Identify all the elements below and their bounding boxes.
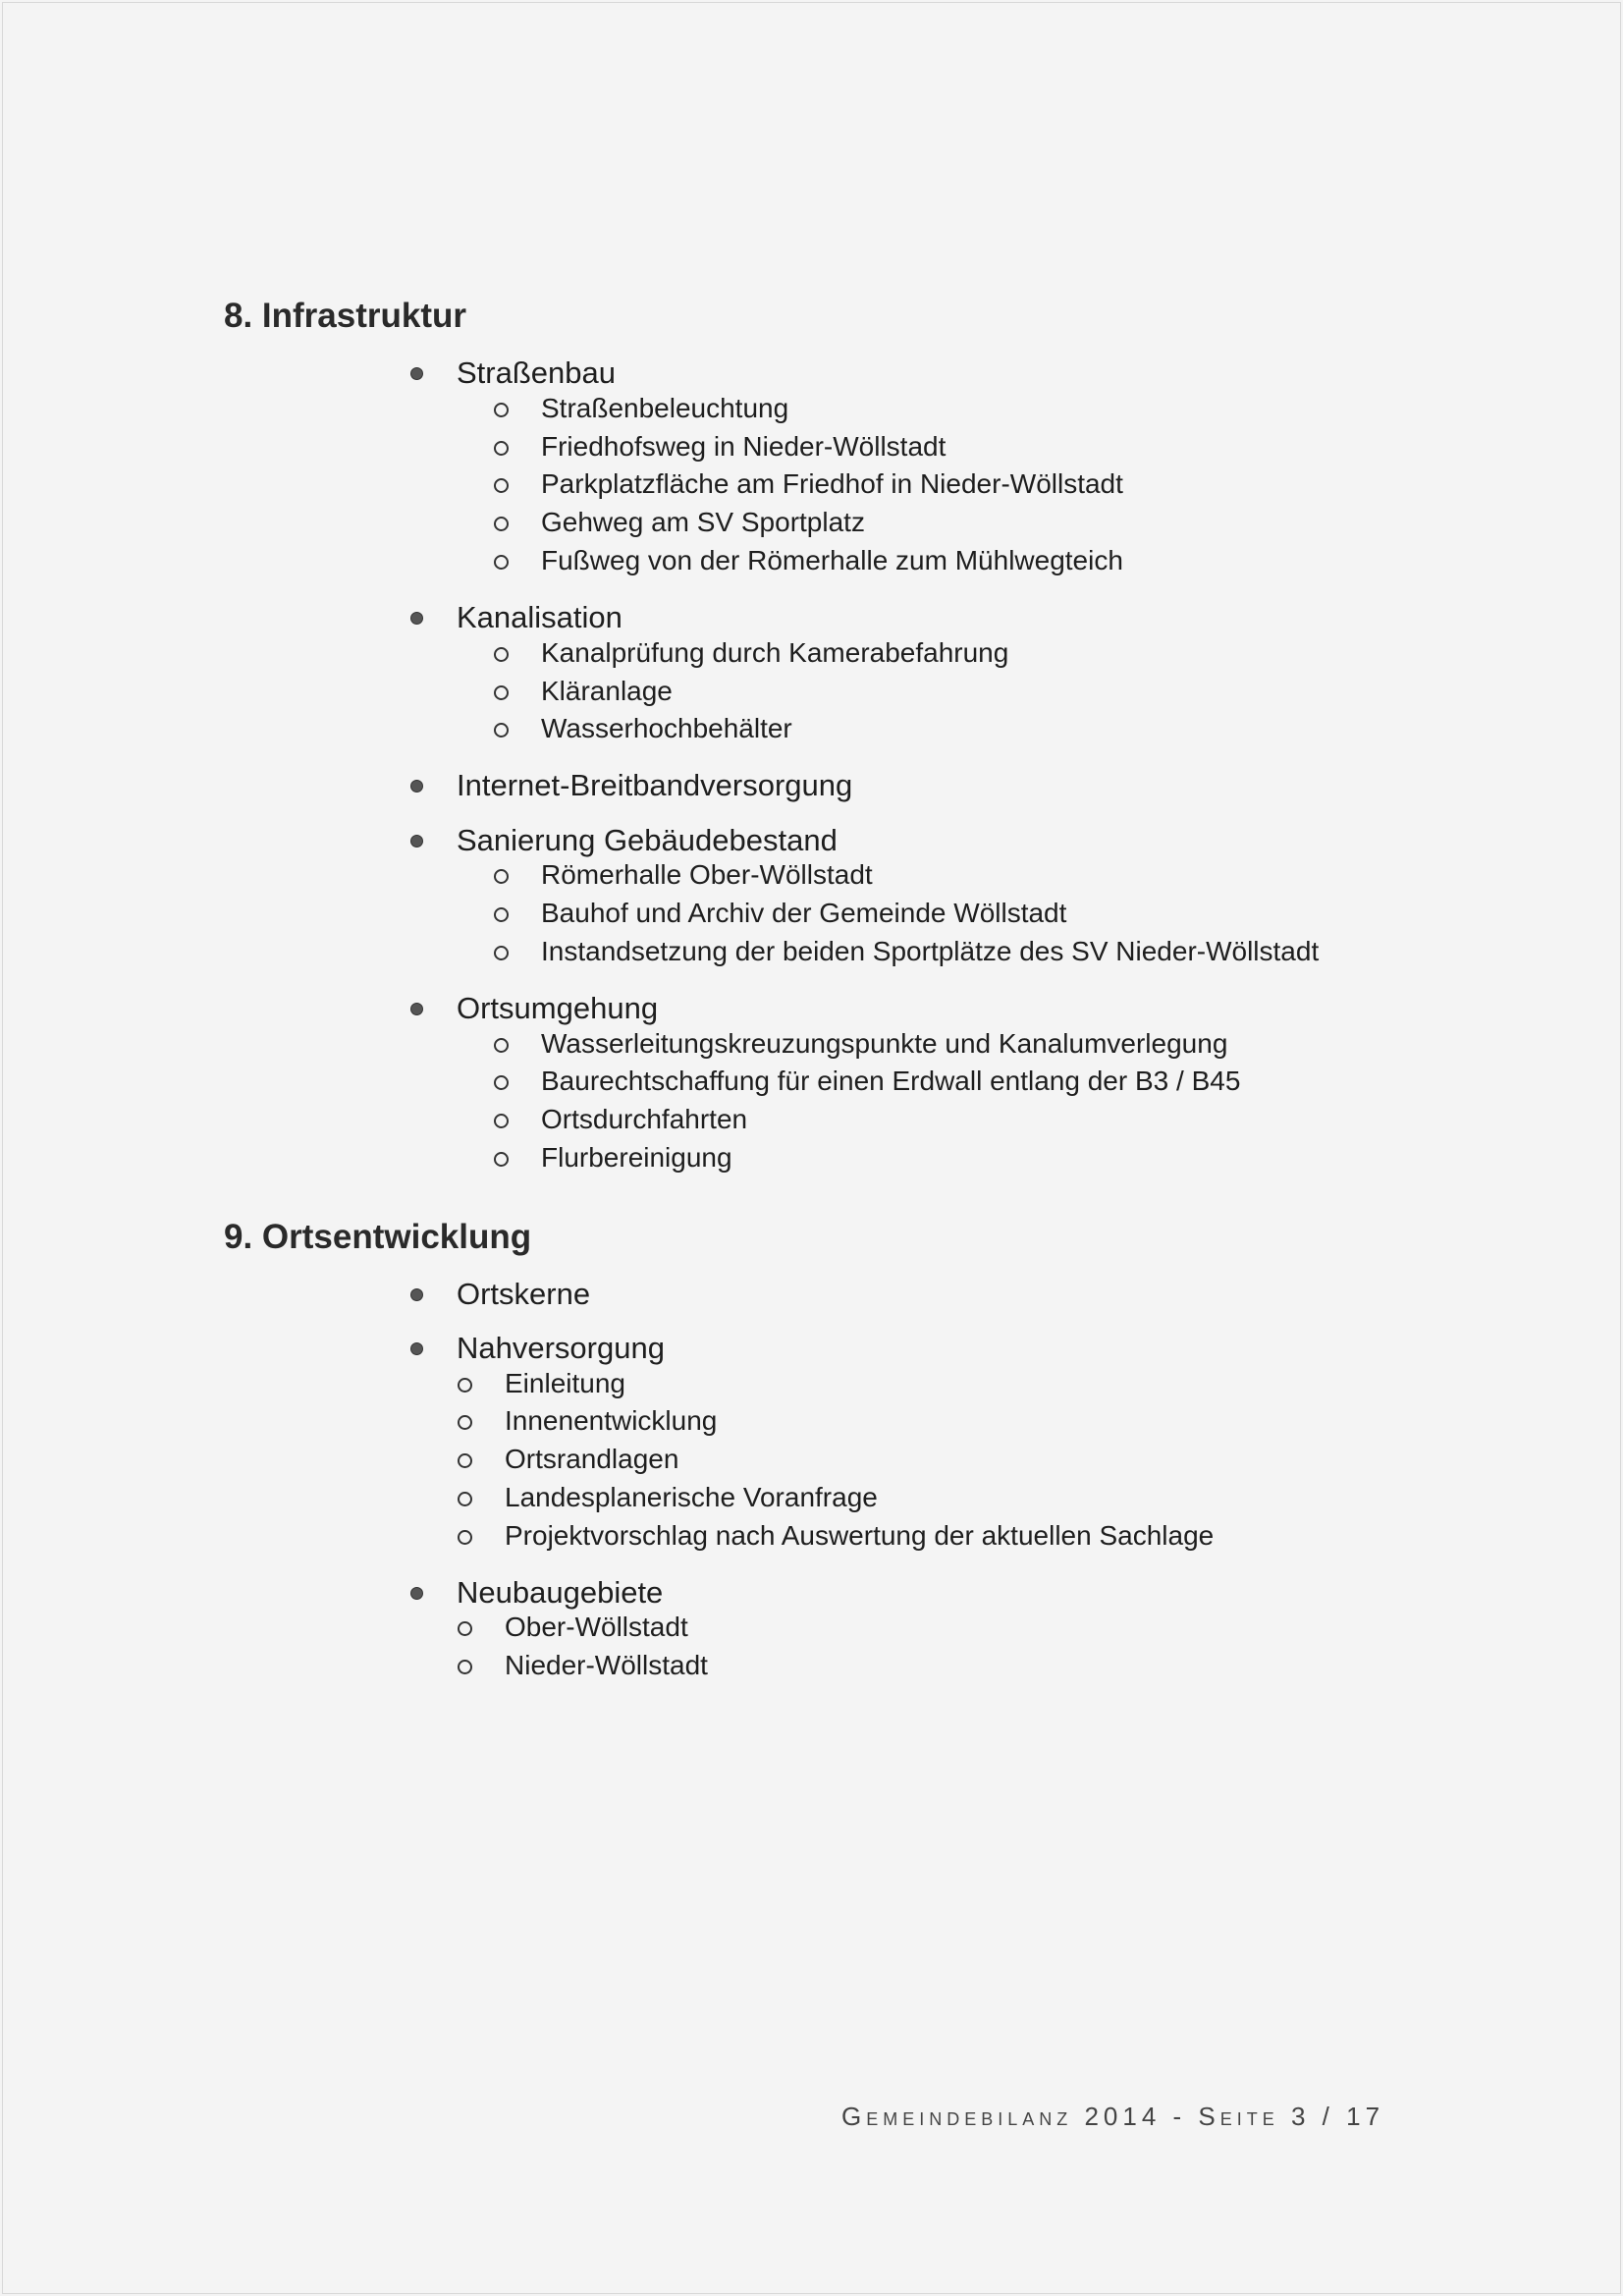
list-item: Ortskerne [457,1277,591,1311]
circle-bullet-icon [494,1152,509,1167]
sub-list-item: Ortsdurchfahrten [541,1104,748,1134]
circle-bullet-icon [494,685,509,700]
sub-list-item: Instandsetzung der beiden Sportplätze des SV Nieder-Wöllstadt [541,936,1320,966]
list-item: Sanierung Gebäudebestand [457,823,838,857]
sub-list-item: Straßenbeleuchtung [541,393,789,423]
circle-bullet-icon [494,869,509,884]
section-heading: 9. Ortsentwicklung [224,1218,532,1256]
sub-list-item: Flurbereinigung [541,1142,732,1173]
circle-bullet-icon [458,1415,472,1430]
sub-list-item: Innenentwicklung [505,1405,718,1436]
sub-list-item: Nieder-Wöllstadt [505,1650,708,1680]
sub-list-item: Fußweg von der Römerhalle zum Mühlwegteich [541,545,1123,575]
bullet-icon [410,1288,423,1301]
sub-list-item: Einleitung [505,1368,625,1398]
circle-bullet-icon [458,1621,472,1636]
circle-bullet-icon [494,647,509,662]
bullet-icon [410,367,423,380]
circle-bullet-icon [494,723,509,738]
bullet-icon [410,1342,423,1355]
circle-bullet-icon [494,1038,509,1053]
sub-list-item: Baurechtschaffung für einen Erdwall entlang der B3 / B45 [541,1066,1241,1096]
list-item: Internet-Breitbandversorgung [457,768,853,802]
circle-bullet-icon [494,907,509,922]
circle-bullet-icon [494,1114,509,1128]
circle-bullet-icon [494,478,509,493]
page-footer: Gemeindebilanz 2014 - Seite 3 / 17 [841,2102,1385,2131]
sub-list-item: Bauhof und Archiv der Gemeinde Wöllstadt [541,898,1067,928]
list-item: Nahversorgung [457,1331,665,1365]
bullet-icon [410,835,423,847]
sub-list-item: Friedhofsweg in Nieder-Wöllstadt [541,431,947,462]
list-item: Neubaugebiete [457,1575,664,1610]
sub-list-item: Kläranlage [541,676,673,706]
circle-bullet-icon [494,1075,509,1090]
sub-list-item: Ober-Wöllstadt [505,1612,688,1642]
sub-list-item: Wasserhochbehälter [541,713,792,743]
circle-bullet-icon [458,1378,472,1393]
circle-bullet-icon [494,441,509,456]
bullet-icon [410,780,423,793]
list-item: Ortsumgehung [457,991,659,1025]
sub-list-item: Landesplanerische Voranfrage [505,1482,878,1512]
circle-bullet-icon [458,1453,472,1468]
circle-bullet-icon [494,946,509,960]
sub-list-item: Römerhalle Ober-Wöllstadt [541,859,873,890]
circle-bullet-icon [494,517,509,531]
circle-bullet-icon [458,1492,472,1506]
sub-list-item: Parkplatzfläche am Friedhof in Nieder-Wöllstadt [541,468,1123,499]
sub-list-item: Gehweg am SV Sportplatz [541,507,865,537]
list-item: Kanalisation [457,600,622,634]
section-heading: 8. Infrastruktur [224,297,466,335]
sub-list-item: Kanalprüfung durch Kamerabefahrung [541,637,1009,668]
list-item: Straßenbau [457,355,616,390]
sub-list-item: Ortsrandlagen [505,1444,679,1474]
circle-bullet-icon [494,403,509,417]
bullet-icon [410,612,423,625]
sub-list-item: Wasserleitungskreuzungspunkte und Kanalumverlegung [541,1028,1228,1059]
bullet-icon [410,1003,423,1015]
circle-bullet-icon [458,1660,472,1674]
sub-list-item: Projektvorschlag nach Auswertung der aktuellen Sachlage [505,1520,1215,1551]
circle-bullet-icon [458,1530,472,1545]
page-border [2,2,1621,2294]
circle-bullet-icon [494,555,509,570]
bullet-icon [410,1587,423,1600]
